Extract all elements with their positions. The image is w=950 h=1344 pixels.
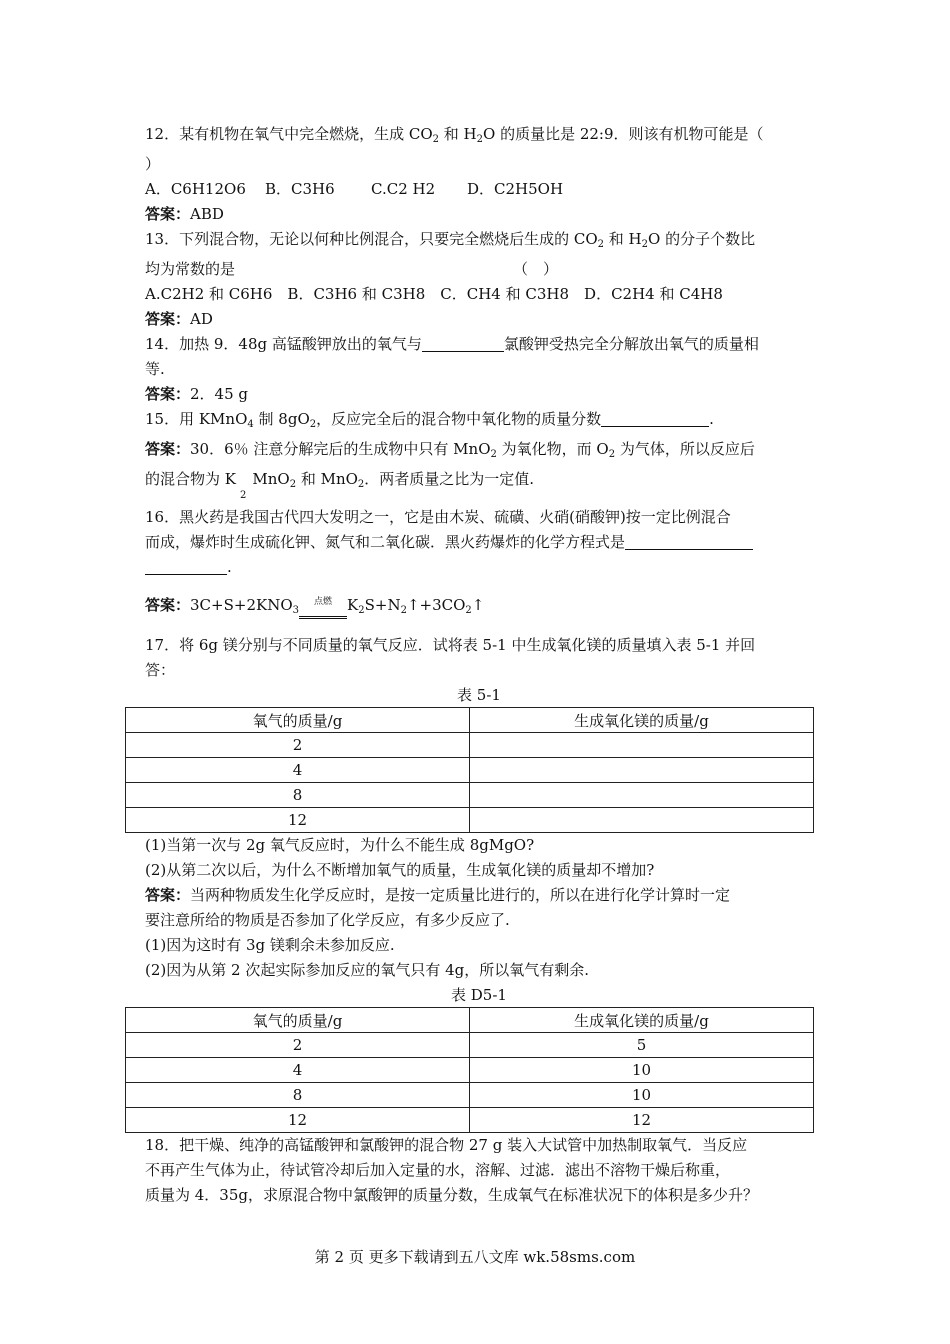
- q13-answer: 答案：AD: [145, 310, 213, 328]
- table-row: [126, 733, 814, 758]
- q16-blank: [625, 533, 753, 550]
- q16-stem-3: .: [145, 555, 813, 580]
- q14-answer: 答案：2．45 g: [145, 385, 249, 403]
- q18-stem: 18．把干燥、纯净的高锰酸钾和氯酸钾的混合物 27 g 装入大试管中加热制取氧气．当反应: [145, 1136, 748, 1154]
- page-footer: 第 2 页 更多下载请到五八文库 wk.58sms.com: [314, 1248, 636, 1266]
- table1-caption: 表 5-1: [457, 686, 501, 704]
- q16-answer: 答案：$3C+S+2KNO_3$点燃 $K_2S+N_2↑+3CO_2↑$: [145, 590, 813, 623]
- table-header-cell: 生成氧化镁的质量/g: [470, 1008, 814, 1033]
- q17-stem-2: 答：: [145, 661, 176, 679]
- q13-stem: 13．下列混合物，无论以何种比例混合，只要完全燃烧后生成的 $CO_2$ 和 $H_2O$ 的分子个数比: [145, 230, 756, 250]
- q12-option-c: C.C2 H2: [371, 180, 436, 198]
- table-cell: 8: [126, 783, 470, 808]
- table-row: [126, 1033, 814, 1058]
- table-row: [126, 758, 814, 783]
- q15-answer-2: 的混合物为 $K_2MnO_2$ 和 MnO$_2$．两者质量之比为一定值.: [145, 470, 535, 501]
- q12-stem-end: ）: [145, 155, 161, 173]
- q13-answer-paren: （ ）: [513, 260, 559, 278]
- table2-caption: 表 D5-1: [451, 986, 507, 1004]
- table-cell: 12: [126, 808, 470, 833]
- q14-stem: 14．加热 9．48g 高锰酸钾放出的氧气与 氯酸钾受热完全分解放出氧气的质量相: [145, 335, 759, 353]
- table-row: [126, 1058, 814, 1083]
- q18-stem-3: 质量为 4．35g，求原混合物中氯酸钾的质量分数，生成氧气在标准状况下的体积是多少升？: [145, 1186, 759, 1204]
- q17-stem: 17．将 6g 镁分别与不同质量的氧气反应．试将表 5-1 中生成氧化镁的质量填入表 5-1 并回: [145, 636, 756, 654]
- table-cell: [470, 808, 814, 833]
- table-cell: 4: [126, 1058, 470, 1083]
- q17-answer: 答案：当两种物质发生化学反应时，是按一定质量比进行的，所以在进行化学计算时一定: [145, 886, 731, 904]
- table-cell: 2: [126, 733, 470, 758]
- q13-options: A.C2H2 和 C6H6 B．C3H6 和 C3H8 C．CH4 和 C3H8 D．C2H4 和 C4H8: [145, 285, 723, 303]
- q12-option-b: B．C3H6: [265, 180, 335, 198]
- table-cell: 2: [126, 1033, 470, 1058]
- table-header-cell: 生成氧化镁的质量/g: [470, 708, 814, 733]
- table-cell: 5: [470, 1033, 814, 1058]
- table-header-row: [126, 1008, 814, 1033]
- q12-options: [145, 177, 813, 202]
- table-cell: 10: [470, 1058, 814, 1083]
- table-cell: 12: [470, 1108, 814, 1133]
- q17-answer-4: (2)因为从第 2 次起实际参加反应的氧气只有 4g，所以氧气有剩余.: [145, 961, 590, 979]
- table-5-1: [125, 707, 814, 833]
- table-header-cell: 氧气的质量/g: [126, 1008, 470, 1033]
- table-cell: 4: [126, 758, 470, 783]
- q12-answer: 答案：ABD: [145, 205, 224, 223]
- reaction-condition-ignite: 点燃: [299, 590, 347, 615]
- table-row: [126, 783, 814, 808]
- table-cell: [470, 783, 814, 808]
- q13-stem-2: 均为常数的是 （ ）: [145, 260, 559, 278]
- q14-blank: [422, 335, 504, 352]
- q16-blank-2: [145, 558, 227, 575]
- table-d5-1: [125, 1007, 814, 1133]
- table-cell: 10: [470, 1083, 814, 1108]
- table-header-cell: 氧气的质量/g: [126, 708, 470, 733]
- q17-answer-2: 要注意所给的物质是否参加了化学反应，有多少反应了.: [145, 911, 510, 929]
- q17-sub1: (1)当第一次与 2g 氧气反应时，为什么不能生成 8gMgO?: [145, 836, 535, 854]
- q16-equation: $3C+S+2KNO_3$点燃 $K_2S+N_2↑+3CO_2↑$: [190, 596, 484, 614]
- table-cell: [470, 758, 814, 783]
- table-header-row: [126, 708, 814, 733]
- table-cell: 8: [126, 1083, 470, 1108]
- q12-option-a: A．C6H12O6: [145, 180, 246, 198]
- q16-stem: 16．黑火药是我国古代四大发明之一，它是由木炭、硫磺、火硝(硝酸钾)按一定比例混合: [145, 508, 731, 526]
- document-body: [145, 122, 813, 1208]
- table-cell: 12: [126, 1108, 470, 1133]
- table-row: [126, 1083, 814, 1108]
- q12-stem: 12．某有机物在氧气中完全燃烧，生成 $CO_2$ 和 $H_2O$ 的质量比是 22:9．则该有机物可能是（: [145, 125, 764, 145]
- q17-sub2: (2)从第二次以后，为什么不断增加氧气的质量，生成氧化镁的质量却不增加?: [145, 861, 655, 879]
- q15-answer: 答案：30．6％ 注意分解完后的生成物中只有 MnO$_2$ 为氧化物，而 $O_2$ 为气体，所以反应后: [145, 440, 755, 460]
- q15-stem: 15．用 KMnO$_4$ 制 $8gO_2$，反应完全后的混合物中氧化物的质量分数 .: [145, 410, 714, 430]
- table-cell: [470, 733, 814, 758]
- q12-option-d: D．C2H5OH: [467, 180, 564, 198]
- q16-stem-2: 而成，爆炸时生成硫化钾、氮气和二氧化碳．黑火药爆炸的化学方程式是: [145, 530, 813, 555]
- table-row: [126, 1108, 814, 1133]
- table-row: [126, 808, 814, 833]
- q18-stem-2: 不再产生气体为止，待试管冷却后加入定量的水，溶解、过滤．滤出不溶物干燥后称重，: [145, 1161, 731, 1179]
- q15-blank: [601, 410, 709, 427]
- q14-stem-2: 等.: [145, 360, 165, 378]
- q17-answer-3: (1)因为这时有 3g 镁剩余未参加反应.: [145, 936, 395, 954]
